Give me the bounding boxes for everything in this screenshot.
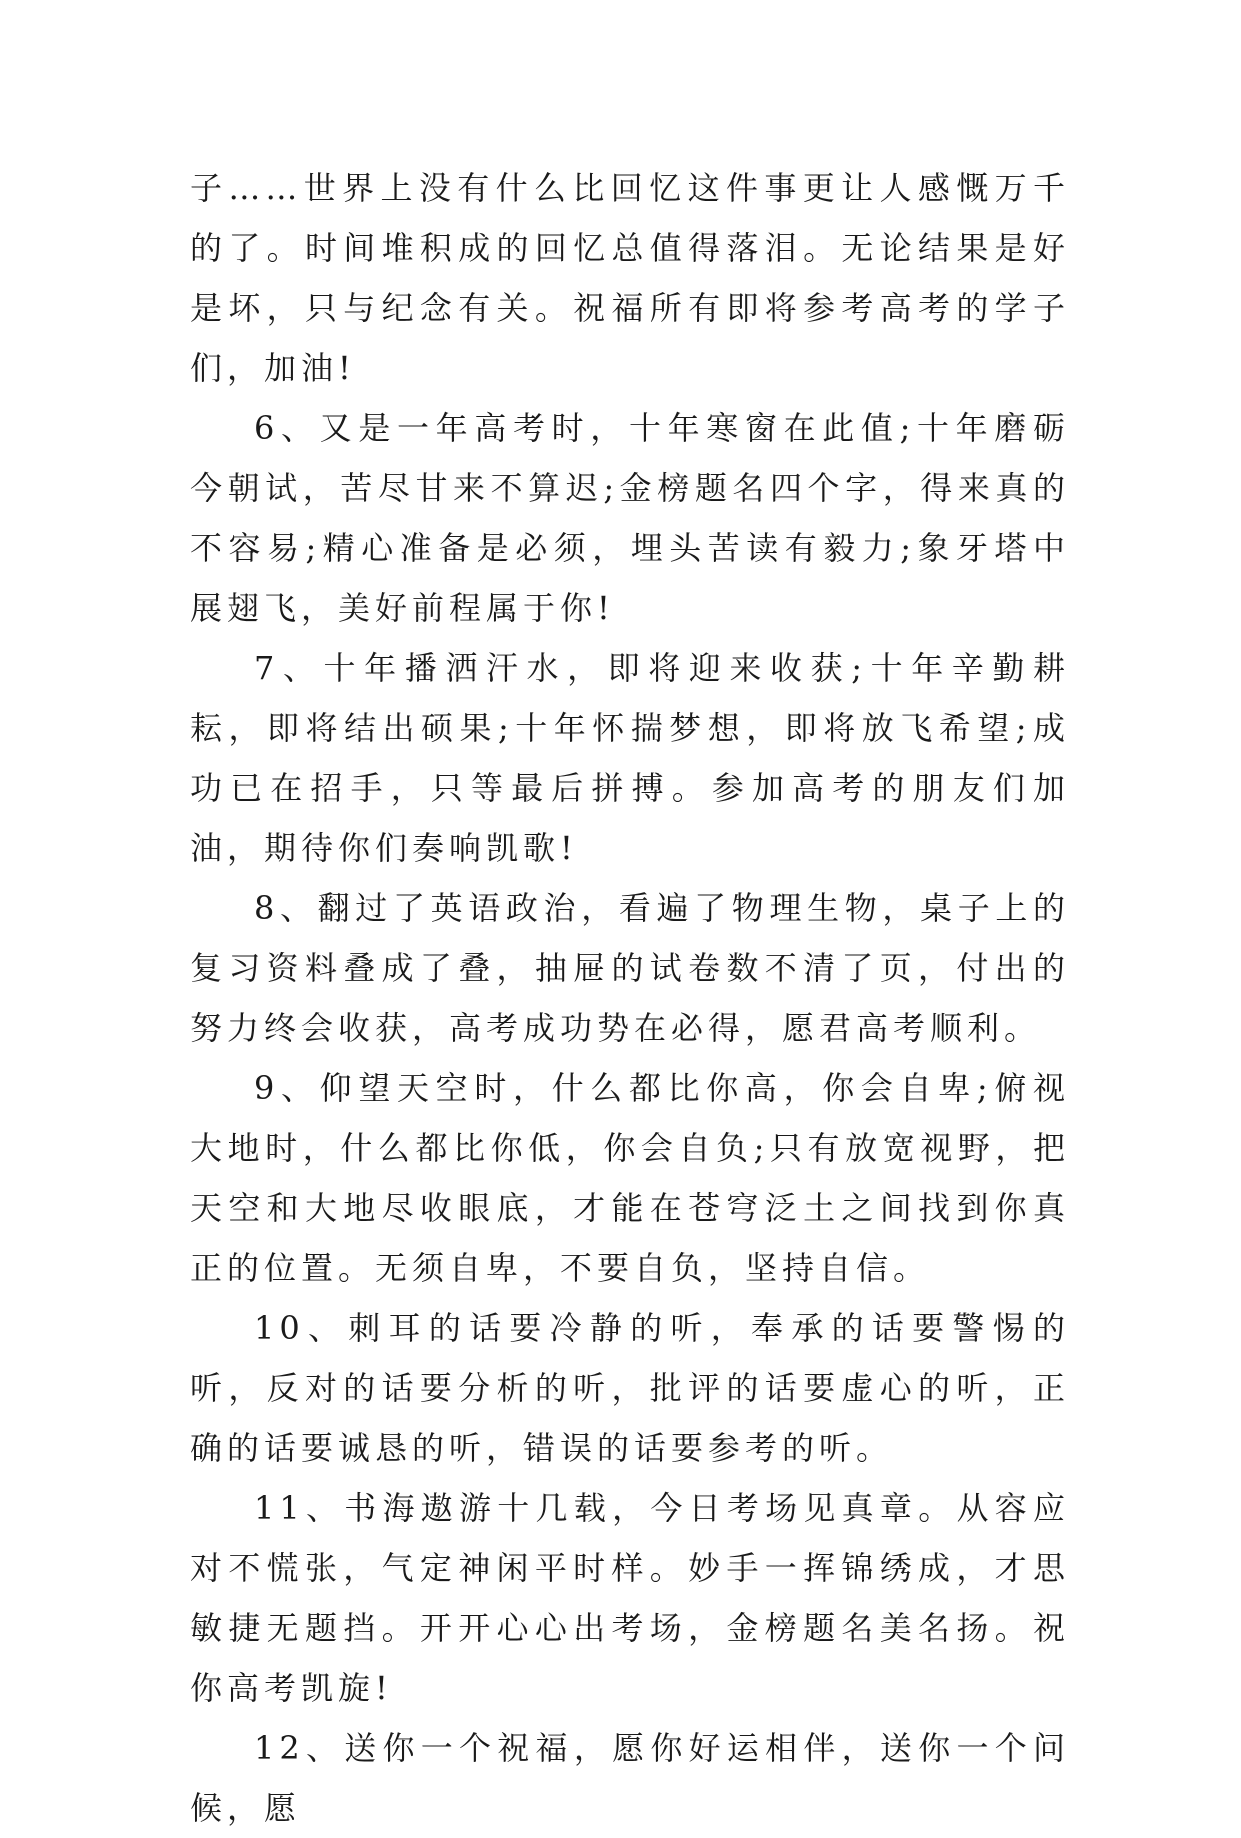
paragraph-continuation: 子……世界上没有什么比回忆这件事更让人感慨万千的了。时间堆积成的回忆总值得落泪。无论结果是好是坏，只与纪念有关。祝福所有即将参考高考的学子们，加油!	[190, 169, 1070, 387]
paragraph-item-6: 6、又是一年高考时，十年寒窗在此值;十年磨砺今朝试，苦尽甘来不算迟;金榜题名四个字，得来真的不容易;精心准备是必须，埋头苦读有毅力;象牙塔中展翅飞，美好前程属于你!	[190, 409, 1070, 627]
paragraph-item-11: 11、书海遨游十几载，今日考场见真章。从容应对不慌张，气定神闲平时样。妙手一挥锦绣成，才思敏捷无题挡。开开心心出考场，金榜题名美名扬。祝你高考凯旋!	[190, 1489, 1070, 1707]
paragraph-item-12: 12、送你一个祝福，愿你好运相伴，送你一个问候，愿	[190, 1729, 1070, 1827]
paragraph-item-8: 8、翻过了英语政治，看遍了物理生物，桌子上的复习资料叠成了叠，抽屉的试卷数不清了页，付出的努力终会收获，高考成功势在必得，愿君高考顺利。	[190, 889, 1070, 1047]
paragraph-item-7: 7、十年播洒汗水，即将迎来收获;十年辛勤耕耘，即将结出硕果;十年怀揣梦想，即将放飞希望;成功已在招手，只等最后拼搏。参加高考的朋友们加油，期待你们奏响凯歌!	[190, 649, 1070, 867]
paragraph-item-9: 9、仰望天空时，什么都比你高，你会自卑;俯视大地时，什么都比你低，你会自负;只有放宽视野，把天空和大地尽收眼底，才能在苍穹泛土之间找到你真正的位置。无须自卑，不要自负，坚持自信。	[190, 1069, 1070, 1287]
document-body	[190, 158, 1070, 1838]
paragraph-item-10: 10、刺耳的话要冷静的听，奉承的话要警惕的听，反对的话要分析的听，批评的话要虚心的听，正确的话要诚恳的听，错误的话要参考的听。	[190, 1309, 1070, 1467]
